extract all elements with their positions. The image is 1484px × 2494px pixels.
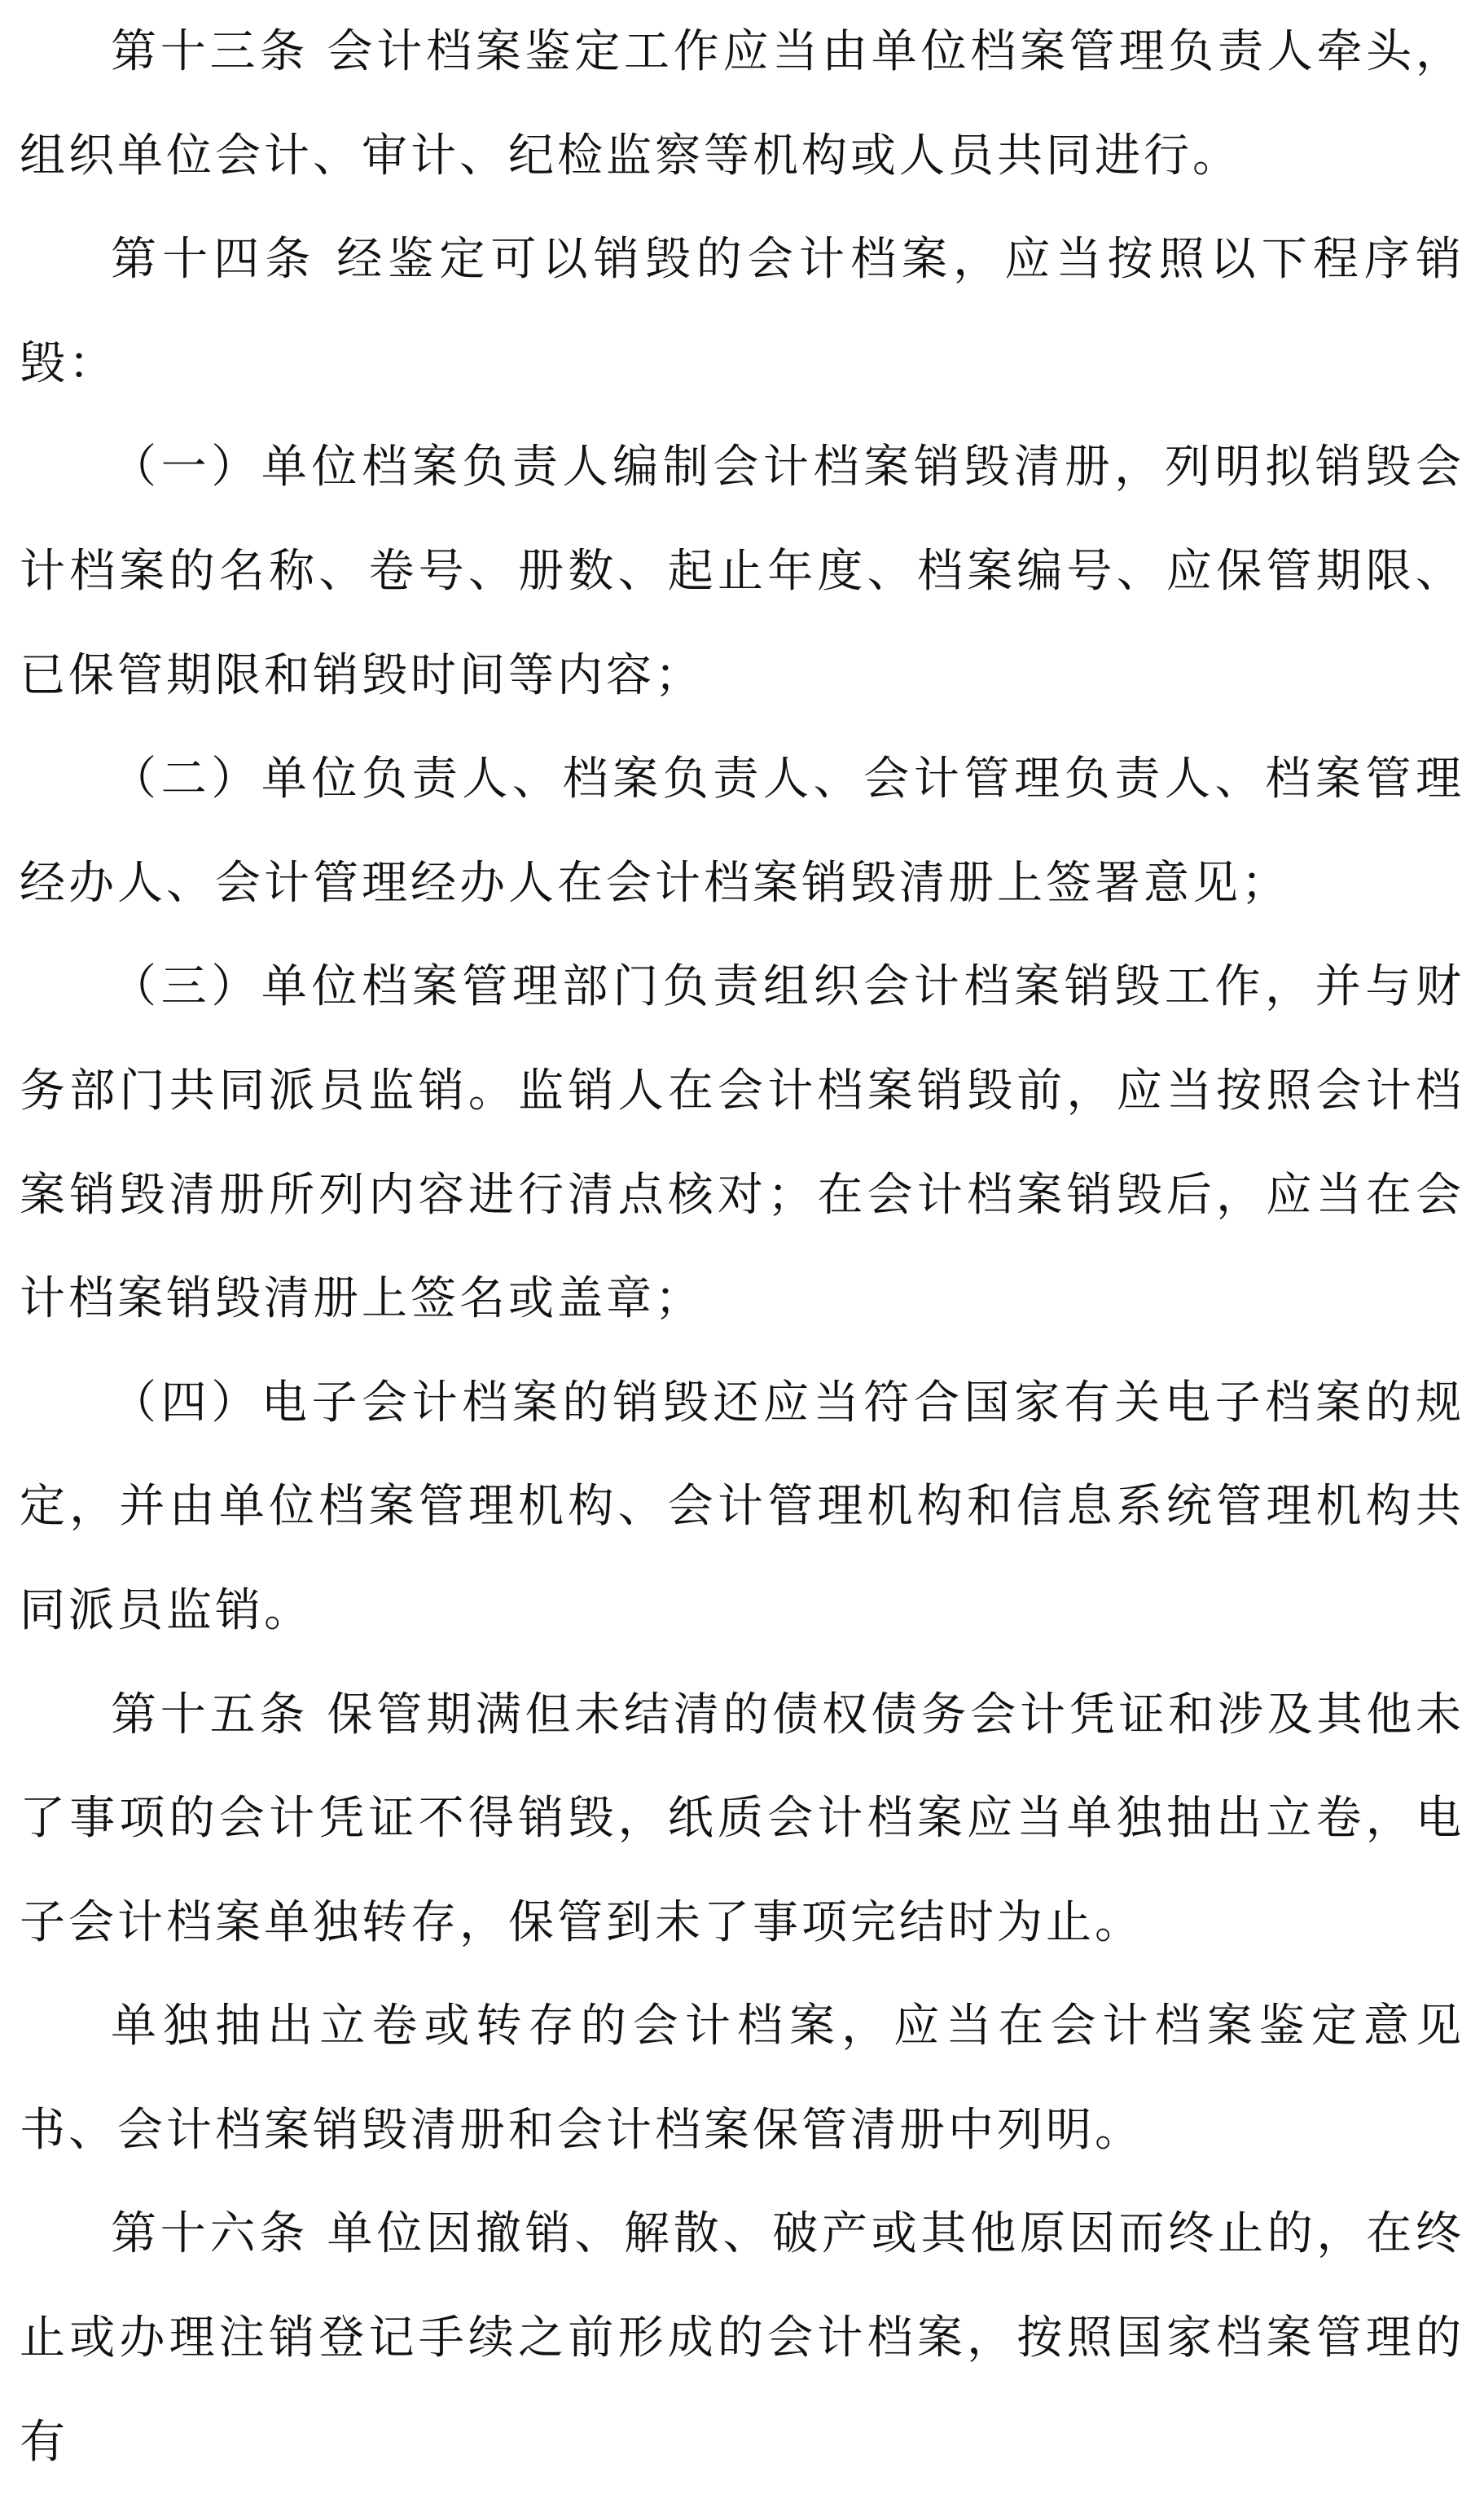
paragraph-article-14: 第十四条 经鉴定可以销毁的会计档案，应当按照以下程序销毁： bbox=[20, 233, 1464, 390]
paragraph-item-3: （三）单位档案管理部门负责组织会计档案销毁工作，并与财务部门共同派员监销。监销人在会计档案销毁前，应当按照会计档案销毁清册所列内容进行清点核对；在会计档案销毁后，应当在会计档案销毁清册上签名或盖章； bbox=[20, 960, 1464, 1326]
paragraph-article-15: 第十五条 保管期满但未结清的债权债务会计凭证和涉及其他未了事项的会计凭证不得销毁，纸质会计档案应当单独抽出立卷，电子会计档案单独转存，保管到未了事项完结时为止。 bbox=[20, 1688, 1464, 1949]
paragraph-article-16: 第十六条 单位因撤销、解散、破产或其他原因而终止的，在终止或办理注销登记手续之前形成的会计档案，按照国家档案管理的有 bbox=[20, 2207, 1464, 2469]
paragraph-article-13: 第十三条 会计档案鉴定工作应当由单位档案管理负责人牵头，组织单位会计、审计、纪检监察等机构或人员共同进行。 bbox=[20, 25, 1464, 182]
paragraph-article-15-supplement: 单独抽出立卷或转存的会计档案，应当在会计档案鉴定意见书、会计档案销毁清册和会计档案保管清册中列明。 bbox=[20, 2000, 1464, 2157]
paragraph-item-1: （一）单位档案负责人编制会计档案销毁清册，列明拟销毁会计档案的名称、卷号、册数、起止年度、档案编号、应保管期限、已保管期限和销毁时间等内容； bbox=[20, 441, 1464, 702]
document-body bbox=[20, 0, 1464, 2494]
paragraph-item-2: （二）单位负责人、档案负责人、会计管理负责人、档案管理经办人、会计管理经办人在会计档案销毁清册上签署意见； bbox=[20, 753, 1464, 910]
paragraph-item-4: （四）电子会计档案的销毁还应当符合国家有关电子档案的规定，并由单位档案管理机构、会计管理机构和信息系统管理机构共同派员监销。 bbox=[20, 1376, 1464, 1637]
